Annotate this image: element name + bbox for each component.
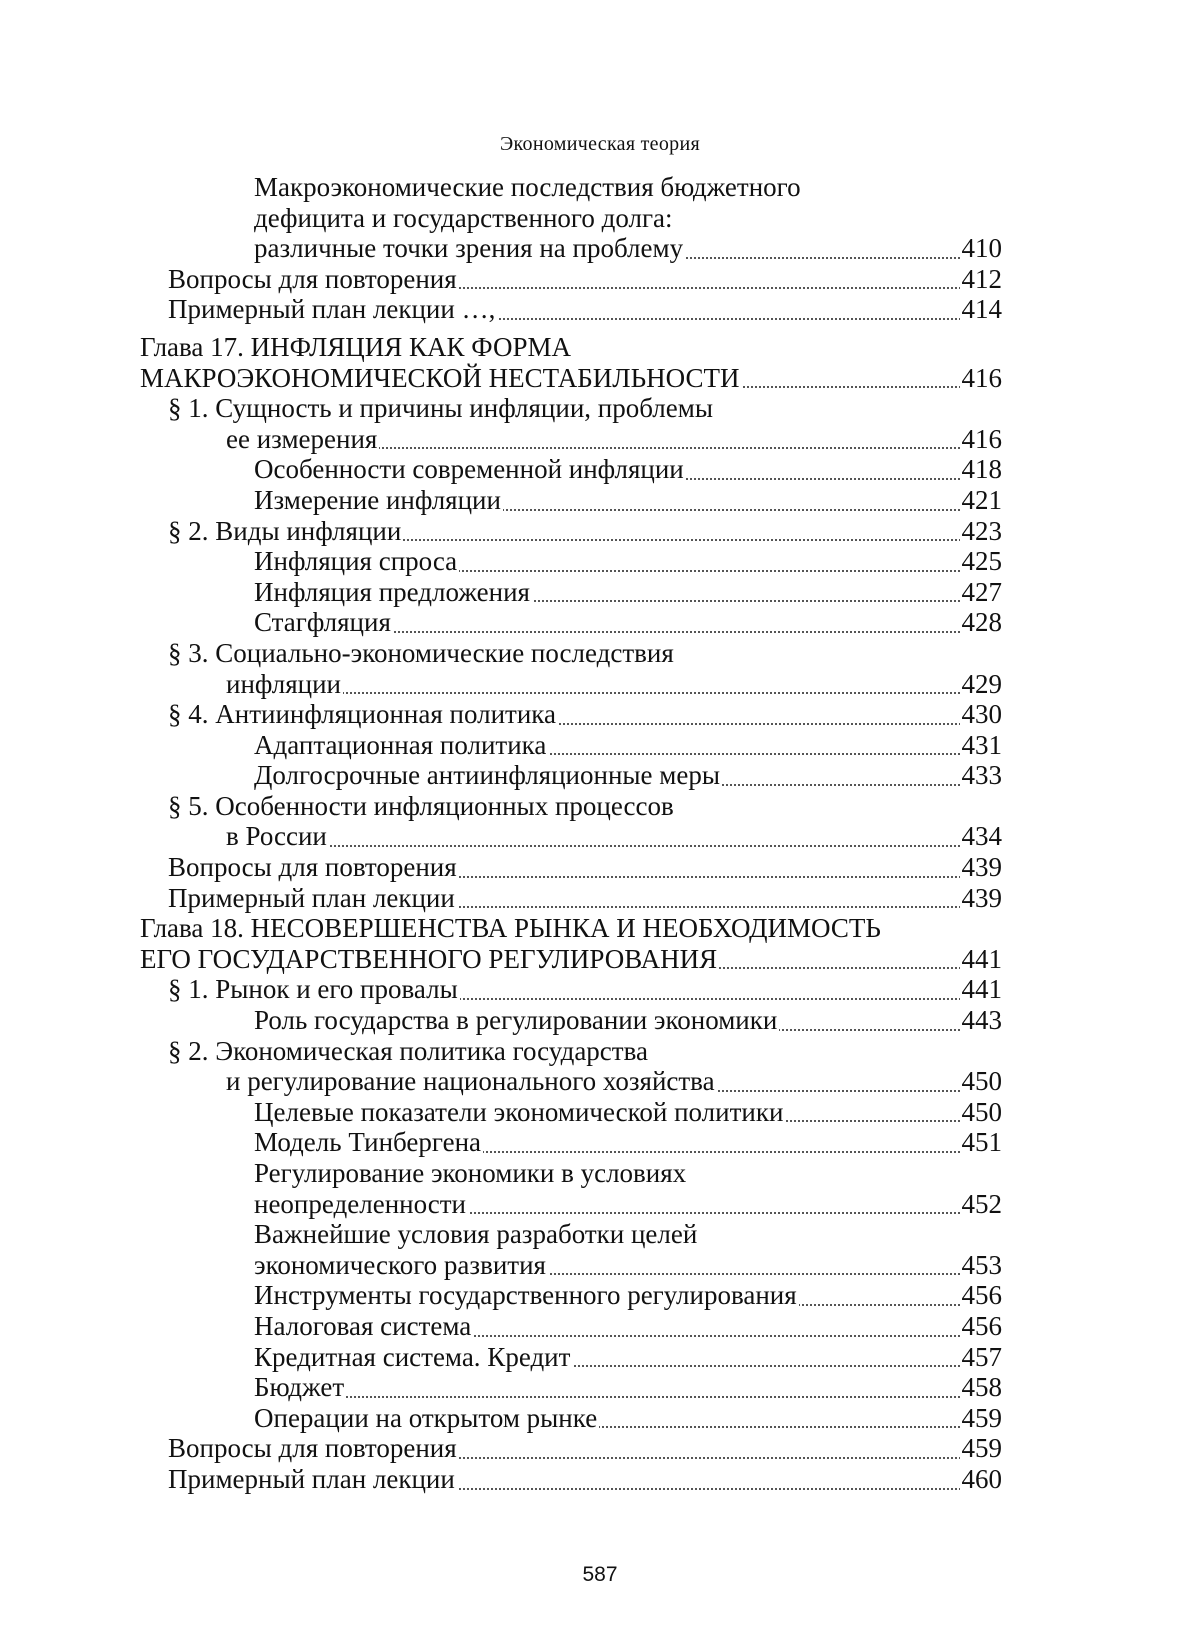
toc-entry [0,1066,1200,1097]
toc-entry-title: Инструменты государственного регулирования [254,1280,797,1311]
toc-entry [0,172,1200,203]
toc-entry-title: Важнейшие условия разработки целей [254,1219,698,1250]
toc-page-number: 457 [961,1341,1002,1372]
toc-entry-title: § 4. Антиинфляционная политика [168,699,556,730]
toc-entry [0,821,1200,852]
toc-entry-title: Роль государства в регулировании экономики [254,1005,778,1036]
toc-entry-title: Примерный план лекции [168,1463,455,1494]
toc-entry-title: § 2. Виды инфляции [168,515,402,546]
toc-entry-title: Целевые показатели экономической политики [254,1096,784,1127]
toc-entry [0,1127,1200,1158]
toc-entry [0,1219,1200,1250]
toc-entry-title: неопределенности [254,1188,466,1219]
toc-entry-title: Бюджет [254,1372,345,1403]
toc-page-number: 431 [961,729,1002,760]
toc-entry-title: § 2. Экономическая политика государства [168,1035,648,1066]
toc-entry-title: Инфляция спроса [254,546,458,577]
toc-page-number: 450 [961,1096,1002,1127]
toc-entry [0,1372,1200,1403]
toc-entry [0,454,1200,485]
toc-page-number: 459 [961,1433,1002,1464]
toc-entry [0,1005,1200,1036]
toc-entry-title: Вопросы для повторения [168,1433,457,1464]
toc-entry-title: дефицита и государственного долга: [254,202,673,233]
toc-chapter-line [0,944,1200,975]
toc-entry [0,233,1200,264]
toc-entry-title: экономического развития [254,1249,546,1280]
toc-chapter-line [0,363,1200,394]
toc-section-line [0,516,1200,547]
toc-page-number: 410 [961,233,1002,264]
toc-entry-title: Глава 17. ИНФЛЯЦИЯ КАК ФОРМА [140,331,571,362]
toc-entry-title: ее измерения [226,423,378,454]
toc-page-number: 450 [961,1066,1002,1097]
toc-entry-title: Долгосрочные антиинфляционные меры [254,760,720,791]
toc-entry-title: Кредитная система. Кредит [254,1341,571,1372]
toc-entry-title: Модель Тинбергена [254,1127,482,1158]
toc-page-number: 416 [961,423,1002,454]
toc-page-number: 416 [961,362,1002,393]
toc-chapter-line [0,913,1200,944]
toc-page-number: 428 [961,607,1002,638]
toc-entry [0,1311,1200,1342]
toc-entry [0,546,1200,577]
toc-page-number: 427 [961,576,1002,607]
toc-entry [0,1097,1200,1128]
toc-entry-title: Регулирование экономики в условиях [254,1158,687,1188]
toc-entry-title: § 1. Рынок и его провалы [168,974,458,1005]
toc-entry-title: Примерный план лекции …, [168,294,496,325]
page-number: 587 [582,1563,618,1586]
toc-entry-title: § 1. Сущность и причины инфляции, проблемы [168,393,713,424]
toc-page-number: 439 [961,852,1002,883]
toc-section-line [0,699,1200,730]
toc-entry [0,424,1200,455]
toc-section-line [0,294,1200,325]
toc-entry-title: инфляции [226,668,341,699]
toc-entry [0,607,1200,638]
toc-page-number: 418 [961,454,1002,485]
toc-entry-title: Макроэкономические последствия бюджетного [254,172,801,202]
toc-page-number: 421 [961,484,1002,515]
toc-page-number: 412 [961,263,1002,294]
toc-entry-title: Особенности современной инфляции [254,454,684,485]
toc-section-line [0,638,1200,669]
table-of-contents [0,172,1200,1495]
toc-entry [0,1280,1200,1311]
toc-entry [0,203,1200,234]
toc-entry [0,1158,1200,1189]
toc-entry-title: и регулирование национального хозяйства [226,1066,715,1097]
toc-entry [0,760,1200,791]
toc-entry-title: Глава 18. НЕСОВЕРШЕНСТВА РЫНКА И НЕОБХОДИМОСТЬ [140,913,881,944]
toc-entry-title: Стагфляция [254,607,391,638]
toc-entry [0,669,1200,700]
toc-entry-title: Инфляция предложения [254,576,530,607]
toc-section-line [0,264,1200,295]
toc-page-number: 423 [961,515,1002,546]
toc-page-number: 434 [961,821,1002,852]
toc-entry-title: Адаптационная политика [254,729,547,760]
toc-chapter-line [0,332,1200,363]
toc-page-number: 425 [961,546,1002,577]
toc-page-number: 441 [961,943,1002,974]
toc-page-number: 456 [961,1280,1002,1311]
toc-page-number: 433 [961,760,1002,791]
toc-entry-title: в России [226,821,327,852]
toc-page-number: 456 [961,1310,1002,1341]
toc-entry-title: Примерный план лекции [168,882,455,913]
toc-page-number: 453 [961,1249,1002,1280]
toc-section-line [0,1464,1200,1495]
toc-entry-title: различные точки зрения на проблему [254,233,684,264]
toc-entry-title: § 3. Социально-экономические последствия [168,637,674,668]
toc-section-line [0,883,1200,914]
toc-section-line [0,1433,1200,1464]
toc-page-number: 459 [961,1402,1002,1433]
toc-entry-title: Операции на открытом рынке [254,1402,598,1433]
toc-section-line [0,393,1200,424]
toc-entry [0,485,1200,516]
toc-entry-title: Налоговая система [254,1310,472,1341]
toc-page-number: 429 [961,668,1002,699]
dot-leader [226,821,1000,852]
toc-page-number: 414 [961,294,1002,325]
toc-entry [0,1403,1200,1434]
toc-page-number: 451 [961,1127,1002,1158]
toc-page-number: 430 [961,699,1002,730]
toc-entry-title: Измерение инфляции [254,484,501,515]
toc-page-number: 443 [961,1005,1002,1036]
toc-section-line [0,974,1200,1005]
toc-entry [0,730,1200,761]
toc-entry-title: Вопросы для повторения [168,263,457,294]
toc-section-line [0,1036,1200,1067]
toc-entry [0,1250,1200,1281]
toc-page-number: 458 [961,1372,1002,1403]
dot-leader [254,1372,1000,1403]
toc-entry-title: Вопросы для повторения [168,852,457,883]
toc-section-line [0,791,1200,822]
toc-entry [0,1189,1200,1220]
running-head: Экономическая теория [500,133,700,155]
toc-entry [0,1342,1200,1373]
toc-page-number: 441 [961,974,1002,1005]
toc-page-number: 460 [961,1463,1002,1494]
toc-entry-title: § 5. Особенности инфляционных процессов [168,790,674,821]
toc-page-number: 452 [961,1188,1002,1219]
toc-section-line [0,852,1200,883]
toc-entry-title: ЕГО ГОСУДАРСТВЕННОГО РЕГУЛИРОВАНИЯ [140,943,718,974]
toc-entry [0,577,1200,608]
toc-page-number: 439 [961,882,1002,913]
toc-entry-title: МАКРОЭКОНОМИЧЕСКОЙ НЕСТАБИЛЬНОСТИ [140,362,740,393]
